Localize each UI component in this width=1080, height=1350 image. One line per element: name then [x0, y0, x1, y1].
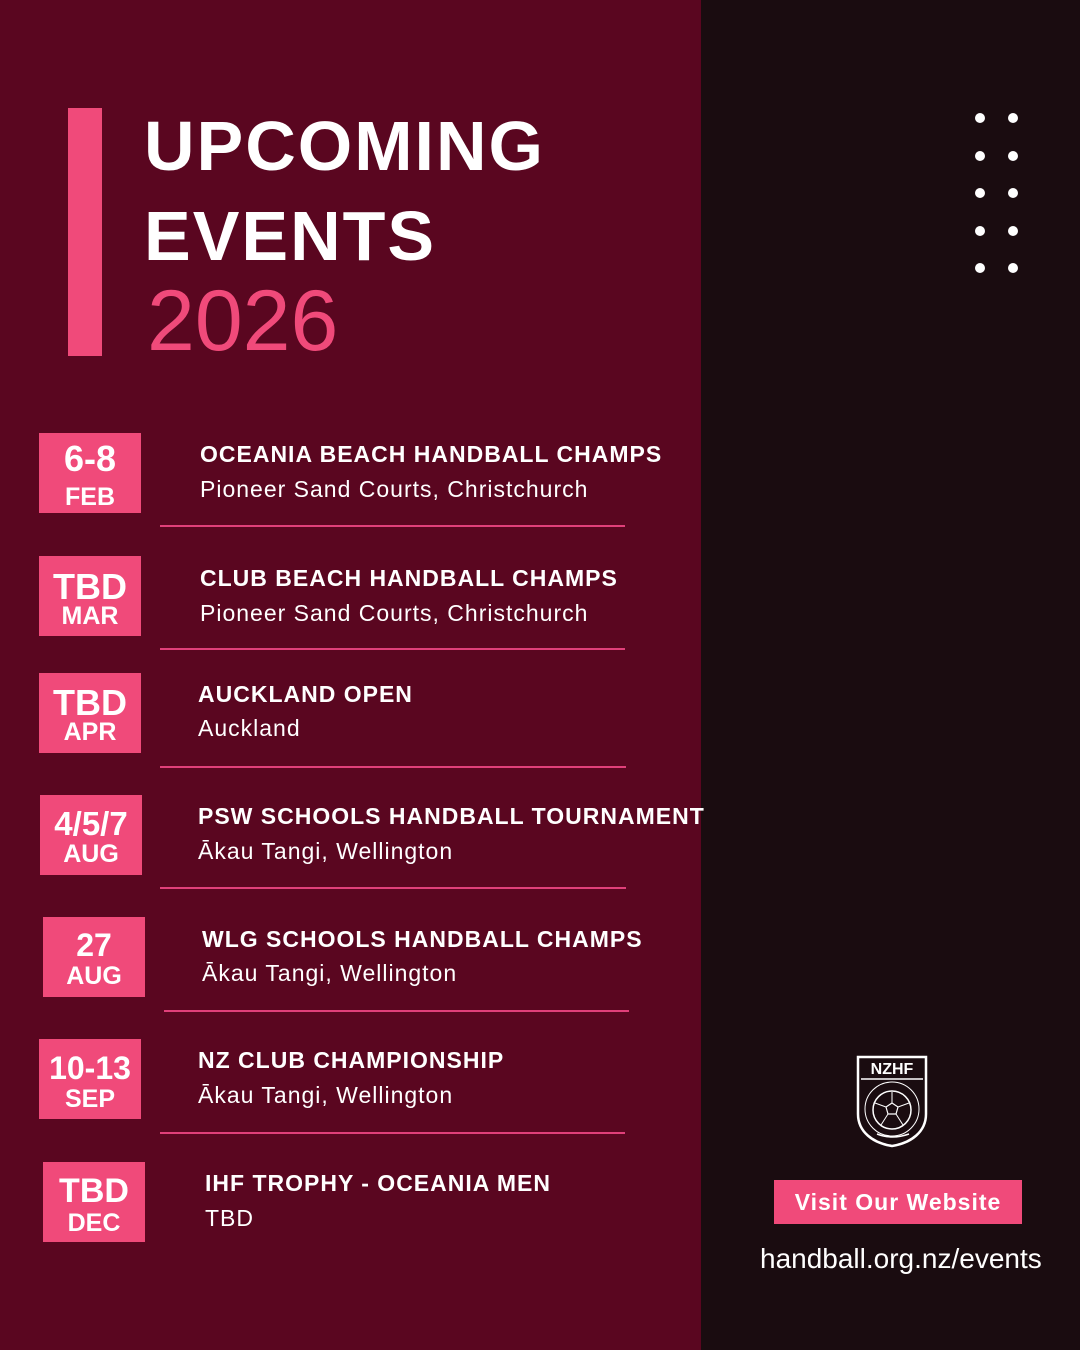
event-date-month: APR — [63, 718, 117, 746]
event-divider — [160, 766, 626, 768]
event-divider — [160, 648, 625, 650]
event-location: Auckland — [198, 715, 301, 741]
event-date-month: AUG — [63, 840, 119, 868]
event-name: OCEANIA BEACH HANDBALL CHAMPS — [200, 441, 663, 467]
event-date-badge — [43, 1162, 145, 1242]
title-upcoming: UPCOMING — [144, 107, 545, 185]
event-location: Pioneer Sand Courts, Christchurch — [200, 600, 589, 626]
logo-text: NZHF — [870, 1061, 914, 1078]
event-location: TBD — [205, 1205, 254, 1231]
event-date-badge — [39, 556, 141, 636]
event-date-badge — [39, 1039, 141, 1119]
event-date-day: 4/5/7 — [54, 805, 128, 842]
event-date-badge — [40, 795, 142, 875]
event-date-month: DEC — [67, 1209, 121, 1237]
event-date-month: FEB — [65, 483, 115, 511]
event-item — [0, 673, 701, 783]
event-name: NZ CLUB CHAMPIONSHIP — [198, 1047, 505, 1073]
event-divider — [160, 1132, 625, 1134]
event-date-day: 27 — [76, 927, 112, 963]
event-divider — [160, 887, 626, 889]
event-date-day: TBD — [59, 1172, 129, 1210]
title-accent-bar — [68, 108, 102, 356]
event-date-day: 6-8 — [63, 438, 117, 479]
nzhf-logo-icon — [855, 1054, 929, 1148]
event-date-day: 10-13 — [49, 1050, 131, 1086]
event-name: AUCKLAND OPEN — [198, 681, 413, 707]
event-item — [0, 433, 701, 543]
event-location: Pioneer Sand Courts, Christchurch — [200, 476, 589, 502]
event-item — [0, 1162, 701, 1272]
event-name: PSW SCHOOLS HANDBALL TOURNAMENT — [198, 803, 705, 829]
event-name: WLG SCHOOLS HANDBALL CHAMPS — [202, 926, 643, 952]
event-divider — [160, 525, 625, 527]
title-events: EVENTS — [144, 197, 437, 275]
event-date-badge — [39, 673, 141, 753]
event-location: Ākau Tangi, Wellington — [198, 838, 454, 864]
website-url-link[interactable]: handball.org.nz/events — [760, 1243, 1042, 1274]
event-date-badge — [43, 917, 145, 997]
event-date-month: AUG — [66, 962, 122, 990]
event-item — [0, 1039, 701, 1149]
event-name: CLUB BEACH HANDBALL CHAMPS — [200, 565, 618, 591]
event-date-badge — [39, 433, 141, 513]
event-name: IHF TROPHY - OCEANIA MEN — [205, 1170, 552, 1196]
event-item — [0, 795, 705, 905]
event-location: Ākau Tangi, Wellington — [198, 1082, 454, 1108]
event-item — [0, 917, 701, 1027]
event-item — [0, 556, 701, 666]
dot-grid-icon — [970, 108, 1030, 283]
title-year: 2026 — [147, 273, 339, 369]
event-location: Ākau Tangi, Wellington — [202, 960, 458, 986]
event-date-day: TBD — [53, 682, 127, 723]
event-date-month: SEP — [64, 1085, 116, 1113]
event-divider — [164, 1010, 629, 1012]
visit-website-button[interactable]: Visit Our Website — [774, 1180, 1022, 1224]
event-date-month: MAR — [61, 602, 119, 630]
event-date-day: TBD — [53, 566, 127, 607]
